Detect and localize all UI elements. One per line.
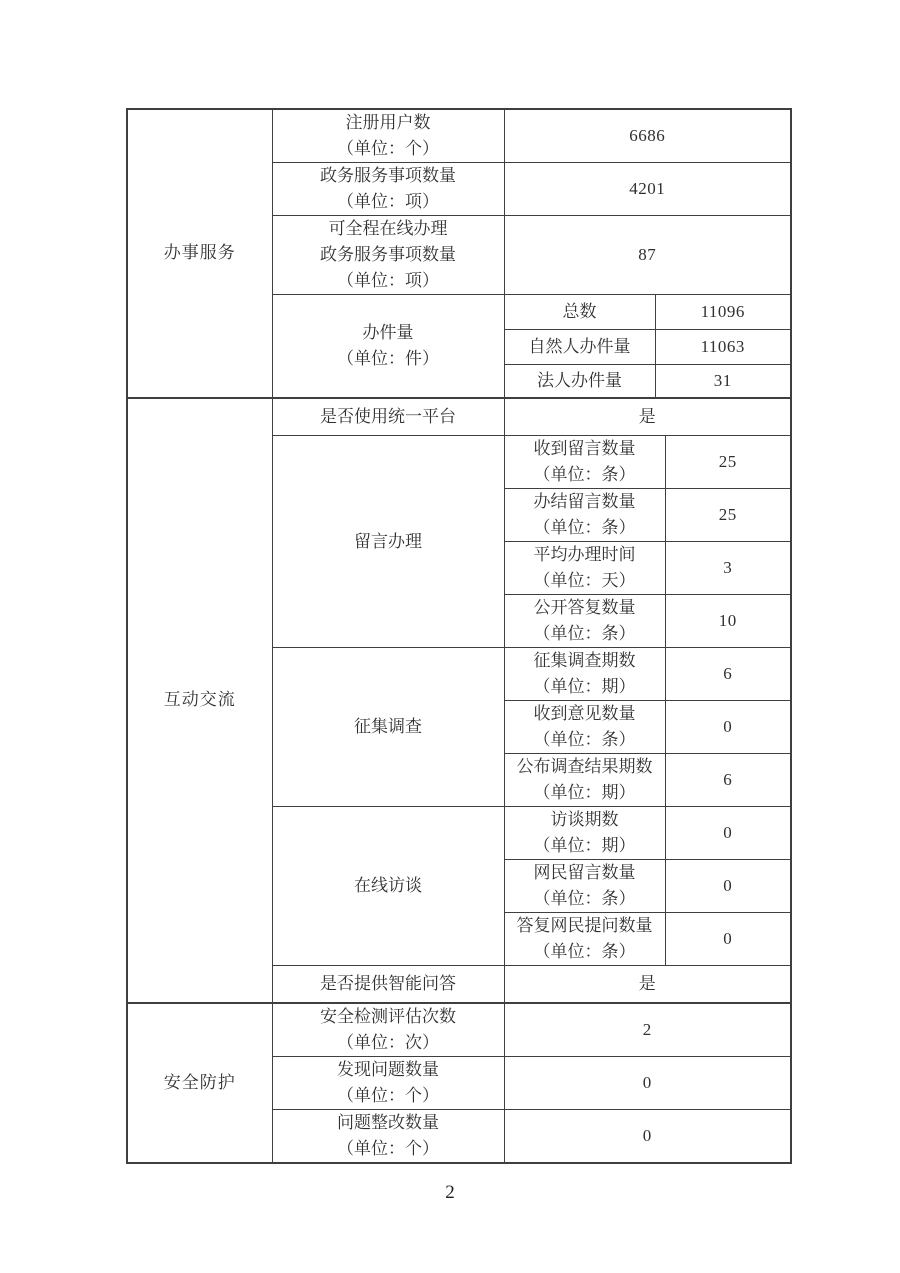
sublabel-messages-completed — [504, 489, 665, 542]
group-online-interview: 在线访谈 — [272, 807, 504, 966]
sublabel-opinions-received — [504, 701, 665, 754]
metric-service-items — [272, 163, 504, 216]
value-public-replies: 10 — [665, 595, 791, 648]
metric-unit: （单位：个） — [337, 1138, 439, 1158]
metric-label: 发现问题数量 — [337, 1059, 439, 1079]
metric-unit: （单位：条） — [533, 889, 636, 908]
metric-unit: （单位：项） — [337, 192, 439, 211]
value-questions-answered: 0 — [665, 913, 791, 966]
sublabel-avg-handling-time — [504, 542, 665, 595]
metric-cases — [272, 295, 504, 398]
sublabel-questions-answered — [504, 913, 665, 966]
metric-label: 办结留言数量 — [533, 492, 636, 511]
value-assessments: 2 — [504, 1003, 791, 1057]
value-problems-found: 0 — [504, 1056, 791, 1109]
sublabel-survey-periods — [504, 648, 665, 701]
group-message-handling: 留言办理 — [272, 436, 504, 648]
sublabel-cases-legal-person: 法人办件量 — [504, 365, 655, 398]
value-unified-platform: 是 — [504, 398, 791, 436]
value-messages-received: 25 — [665, 436, 791, 489]
value-cases-natural-person: 11063 — [655, 330, 791, 365]
metric-label: 公布调查结果期数 — [516, 757, 653, 776]
sublabel-results-published — [504, 754, 665, 807]
metric-label: 政务服务事项数量 — [320, 166, 456, 185]
value-avg-handling-time: 3 — [665, 542, 791, 595]
metric-unit: （单位：期） — [533, 836, 636, 855]
metric-label: 收到意见数量 — [533, 704, 636, 723]
metric-unit: （单位：项） — [337, 271, 439, 290]
value-cases-legal-person: 31 — [655, 365, 791, 398]
annual-report-table — [126, 108, 792, 1164]
metric-smart-qa: 是否提供智能问答 — [272, 966, 504, 1003]
metric-unit: （单位：件） — [337, 348, 439, 368]
value-opinions-received: 0 — [665, 701, 791, 754]
metric-unit: （单位：条） — [533, 624, 636, 643]
metric-unit: （单位：次） — [337, 1032, 439, 1052]
group-survey: 征集调查 — [272, 648, 504, 807]
metric-label: 收到留言数量 — [533, 439, 636, 458]
page-number: 2 — [445, 1182, 455, 1203]
sublabel-public-replies — [504, 595, 665, 648]
metric-unit: （单位：期） — [533, 677, 636, 696]
value-survey-periods: 6 — [665, 648, 791, 701]
value-interview-periods: 0 — [665, 807, 791, 860]
metric-unified-platform: 是否使用统一平台 — [272, 398, 504, 436]
value-problems-rectified: 0 — [504, 1109, 791, 1163]
value-full-online-items: 87 — [504, 216, 791, 295]
metric-label: 访谈期数 — [550, 810, 619, 829]
metric-unit: （单位：个） — [337, 1085, 439, 1105]
sublabel-netizen-messages — [504, 860, 665, 913]
sublabel-messages-received — [504, 436, 665, 489]
category-security-label: 安全防护 — [163, 1072, 236, 1092]
sublabel-interview-periods — [504, 807, 665, 860]
metric-unit: （单位：期） — [533, 783, 636, 802]
metric-label: 征集调查期数 — [533, 651, 636, 670]
category-service-label: 办事服务 — [163, 243, 236, 263]
metric-unit: （单位：条） — [533, 518, 636, 537]
sublabel-cases-total: 总数 — [504, 295, 655, 330]
metric-label: 问题整改数量 — [337, 1112, 439, 1132]
value-netizen-messages: 0 — [665, 860, 791, 913]
value-results-published: 6 — [665, 754, 791, 807]
metric-assessments — [272, 1003, 504, 1057]
metric-label: 公开答复数量 — [533, 598, 636, 617]
metric-label-line1: 可全程在线办理 — [328, 219, 448, 238]
metric-label: 办件量 — [362, 322, 414, 342]
category-interaction-label: 互动交流 — [163, 690, 236, 709]
metric-unit: （单位：个） — [337, 139, 439, 158]
metric-problems-found — [272, 1056, 504, 1109]
sublabel-cases-natural-person: 自然人办件量 — [504, 330, 655, 365]
value-cases-total: 11096 — [655, 295, 791, 330]
value-messages-completed: 25 — [665, 489, 791, 542]
metric-registered-users — [272, 109, 504, 163]
category-interaction — [127, 398, 272, 1003]
metric-label: 平均办理时间 — [533, 545, 636, 564]
metric-unit: （单位：天） — [533, 571, 636, 590]
metric-unit: （单位：条） — [533, 942, 636, 961]
value-service-items: 4201 — [504, 163, 791, 216]
metric-label: 答复网民提问数量 — [516, 916, 653, 935]
value-registered-users: 6686 — [504, 109, 791, 163]
metric-unit: （单位：条） — [533, 730, 636, 749]
metric-unit: （单位：条） — [533, 465, 636, 484]
metric-label: 注册用户数 — [345, 113, 431, 132]
metric-label: 安全检测评估次数 — [320, 1006, 456, 1026]
category-service — [127, 109, 272, 398]
metric-label-line2: 政务服务事项数量 — [320, 245, 456, 264]
metric-label: 网民留言数量 — [533, 863, 636, 882]
value-smart-qa: 是 — [504, 966, 791, 1003]
metric-problems-rectified — [272, 1109, 504, 1163]
category-security — [127, 1003, 272, 1163]
metric-full-online-items — [272, 216, 504, 295]
